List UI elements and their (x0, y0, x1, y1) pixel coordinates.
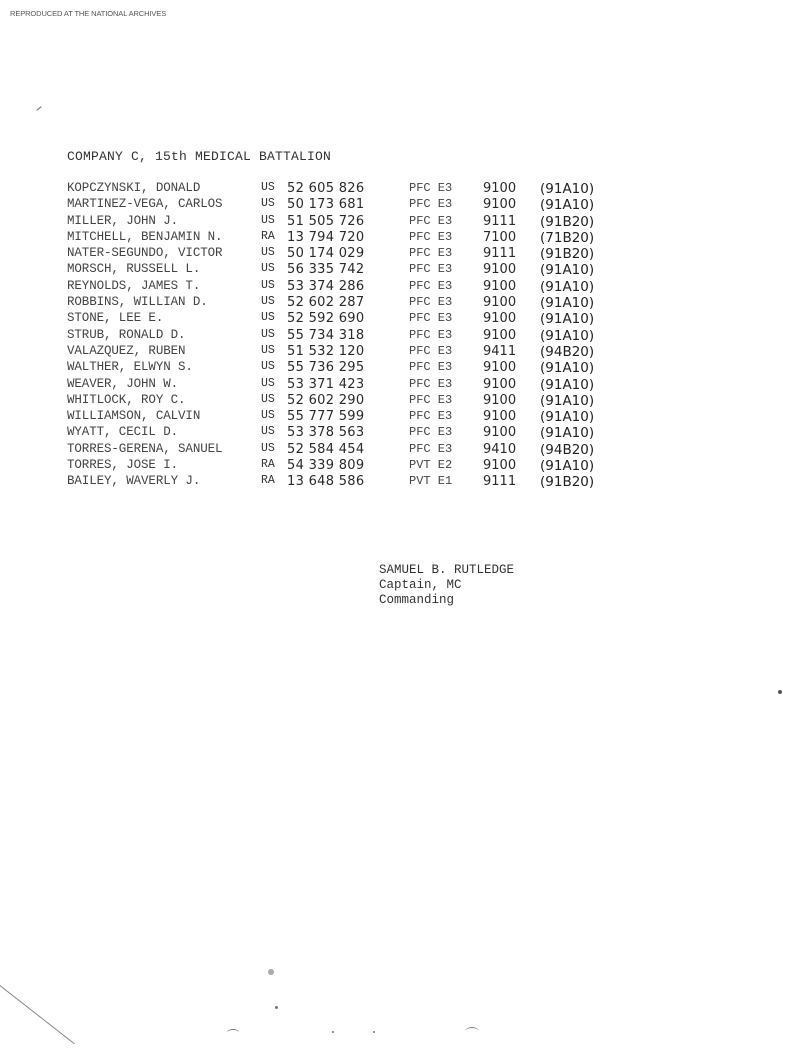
mos-number: 9100 (483, 295, 517, 311)
service-prefix: US (261, 409, 275, 423)
signature-block (379, 563, 514, 608)
scan-speck (332, 1031, 334, 1033)
mos-code: (91B20) (540, 246, 595, 263)
service-number: 54 339 809 (287, 458, 365, 474)
page-title: COMPANY C, 15th MEDICAL BATTALION (67, 149, 332, 164)
rank-grade: PFC E3 (409, 376, 453, 391)
service-prefix: US (261, 181, 275, 194)
service-prefix: US (261, 360, 275, 374)
mos-code: (91A10) (540, 197, 595, 214)
soldier-name: MITCHELL, BENJAMIN N. (67, 229, 223, 244)
rank-grade: PFC E3 (409, 246, 453, 261)
scan-speck (268, 969, 274, 975)
service-prefix: US (261, 392, 275, 406)
mos-number: 9100 (483, 360, 517, 376)
mos-code: (91A10) (540, 278, 595, 295)
scan-arc-mark (465, 1027, 479, 1036)
service-number: 55 777 599 (287, 409, 365, 425)
mos-code: (91A10) (540, 360, 595, 377)
rank-grade: PFC E3 (409, 295, 453, 310)
rank-grade: PFC E3 (409, 441, 453, 456)
mos-code: (94B20) (540, 441, 595, 458)
mos-code: (91A10) (540, 376, 595, 393)
soldier-name: MARTINEZ-VEGA, CARLOS (67, 197, 223, 212)
mos-code: (94B20) (540, 343, 595, 360)
rank-grade: PFC E3 (409, 392, 453, 407)
soldier-name: TORRES, JOSE I. (67, 458, 179, 473)
rank-grade: PFC E3 (409, 327, 453, 342)
service-number: 52 605 826 (287, 181, 365, 196)
mos-code: (91A10) (540, 392, 595, 409)
mos-code: (91A10) (540, 181, 595, 197)
mos-number: 9100 (483, 409, 517, 425)
soldier-name: REYNOLDS, JAMES T. (67, 278, 201, 293)
service-number: 55 734 318 (287, 327, 365, 343)
mos-number: 9100 (483, 458, 517, 474)
service-number: 52 602 290 (287, 392, 365, 408)
mos-number: 9100 (483, 181, 517, 196)
service-prefix: US (261, 262, 275, 276)
mos-number: 9100 (483, 311, 517, 327)
soldier-name: VALAZQUEZ, RUBEN (67, 343, 186, 358)
soldier-name: TORRES-GERENA, SANUEL (67, 441, 223, 456)
rank-grade: PFC E3 (409, 343, 453, 358)
mos-number: 9100 (483, 327, 517, 343)
mos-number: 9100 (483, 278, 517, 294)
rank-grade: PFC E3 (409, 311, 453, 326)
service-prefix: RA (261, 229, 275, 243)
service-number: 50 174 029 (287, 246, 365, 262)
service-number: 52 602 287 (287, 295, 365, 311)
mos-number: 9100 (483, 197, 517, 213)
rank-grade: PFC E3 (409, 409, 453, 424)
scan-speck (778, 690, 782, 694)
soldier-name: STONE, LEE E. (67, 311, 164, 326)
rank-grade: PFC E3 (409, 229, 453, 244)
mos-code: (71B20) (540, 229, 595, 246)
rank-grade: PFC E3 (409, 197, 453, 212)
mos-code: (91A10) (540, 425, 595, 442)
rank-grade: PFC E3 (409, 262, 453, 277)
service-prefix: US (261, 246, 275, 260)
mos-number: 9100 (483, 392, 517, 408)
rank-grade: PFC E3 (409, 213, 453, 228)
service-prefix: US (261, 213, 275, 227)
service-number: 55 736 295 (287, 360, 365, 376)
service-number: 13 794 720 (287, 229, 365, 245)
soldier-name: WEAVER, JOHN W. (67, 376, 179, 391)
soldier-name: WALTHER, ELWYN S. (67, 360, 193, 375)
service-prefix: RA (261, 458, 275, 472)
soldier-name: ROBBINS, WILLIAN D. (67, 295, 208, 310)
signature-title: Captain, MC (379, 578, 462, 592)
mos-code: (91A10) (540, 262, 595, 279)
service-number: 53 374 286 (287, 278, 365, 294)
service-number: 53 378 563 (287, 425, 365, 441)
service-number: 53 371 423 (287, 376, 365, 392)
soldier-name: MORSCH, RUSSELL L. (67, 262, 201, 277)
service-prefix: US (261, 441, 275, 455)
service-prefix: US (261, 343, 275, 357)
mos-number: 7100 (483, 229, 517, 245)
signature-name: SAMUEL B. RUTLEDGE (379, 563, 515, 577)
service-number: 51 532 120 (287, 343, 365, 359)
mos-number: 9100 (483, 425, 517, 441)
mos-code: (91A10) (540, 295, 595, 312)
soldier-name: STRUB, RONALD D. (67, 327, 186, 342)
scan-speck (373, 1031, 375, 1033)
service-number: 50 173 681 (287, 197, 365, 213)
mos-code: (91B20) (540, 213, 595, 230)
rank-grade: PFC E3 (409, 278, 453, 293)
mos-number: 9411 (483, 343, 517, 359)
rank-grade: PFC E3 (409, 181, 453, 195)
soldier-name: WHITLOCK, ROY C. (67, 392, 186, 407)
soldier-name: WILLIAMSON, CALVIN (67, 409, 201, 424)
mos-code: (91B20) (540, 474, 595, 491)
mos-code: (91A10) (540, 327, 595, 344)
mos-number: 9410 (483, 441, 517, 457)
soldier-name: MILLER, JOHN J. (67, 213, 179, 228)
mos-code: (91A10) (540, 458, 595, 475)
rank-grade: PFC E3 (409, 360, 453, 375)
service-prefix: US (261, 278, 275, 292)
soldier-name: BAILEY, WAVERLY J. (67, 474, 201, 489)
service-prefix: US (261, 327, 275, 341)
scan-arc-mark (227, 1029, 239, 1036)
scan-line-mark (0, 985, 75, 1044)
service-prefix: US (261, 311, 275, 325)
rank-grade: PVT E2 (409, 458, 453, 473)
scan-mark-top-left (36, 106, 41, 111)
mos-number: 9111 (483, 474, 517, 490)
mos-number: 9111 (483, 246, 517, 262)
service-prefix: US (261, 197, 275, 211)
rank-grade: PFC E3 (409, 425, 453, 440)
service-prefix: US (261, 376, 275, 390)
service-number: 52 592 690 (287, 311, 365, 327)
rank-grade: PVT E1 (409, 474, 453, 489)
mos-number: 9111 (483, 213, 517, 229)
service-prefix: RA (261, 474, 275, 488)
scan-speck (275, 1006, 278, 1009)
service-number: 13 648 586 (287, 474, 365, 490)
mos-number: 9100 (483, 376, 517, 392)
signature-role: Commanding (379, 593, 455, 607)
soldier-name: NATER-SEGUNDO, VICTOR (67, 246, 223, 261)
service-prefix: US (261, 295, 275, 309)
mos-number: 9100 (483, 262, 517, 278)
service-number: 51 505 726 (287, 213, 365, 229)
service-number: 52 584 454 (287, 441, 365, 457)
mos-code: (91A10) (540, 311, 595, 328)
mos-code: (91A10) (540, 409, 595, 426)
soldier-name: WYATT, CECIL D. (67, 425, 179, 440)
service-number: 56 335 742 (287, 262, 365, 278)
archive-watermark: REPRODUCED AT THE NATIONAL ARCHIVES (10, 9, 167, 18)
service-prefix: US (261, 425, 275, 439)
soldier-name: KOPCZYNSKI, DONALD (67, 181, 201, 195)
